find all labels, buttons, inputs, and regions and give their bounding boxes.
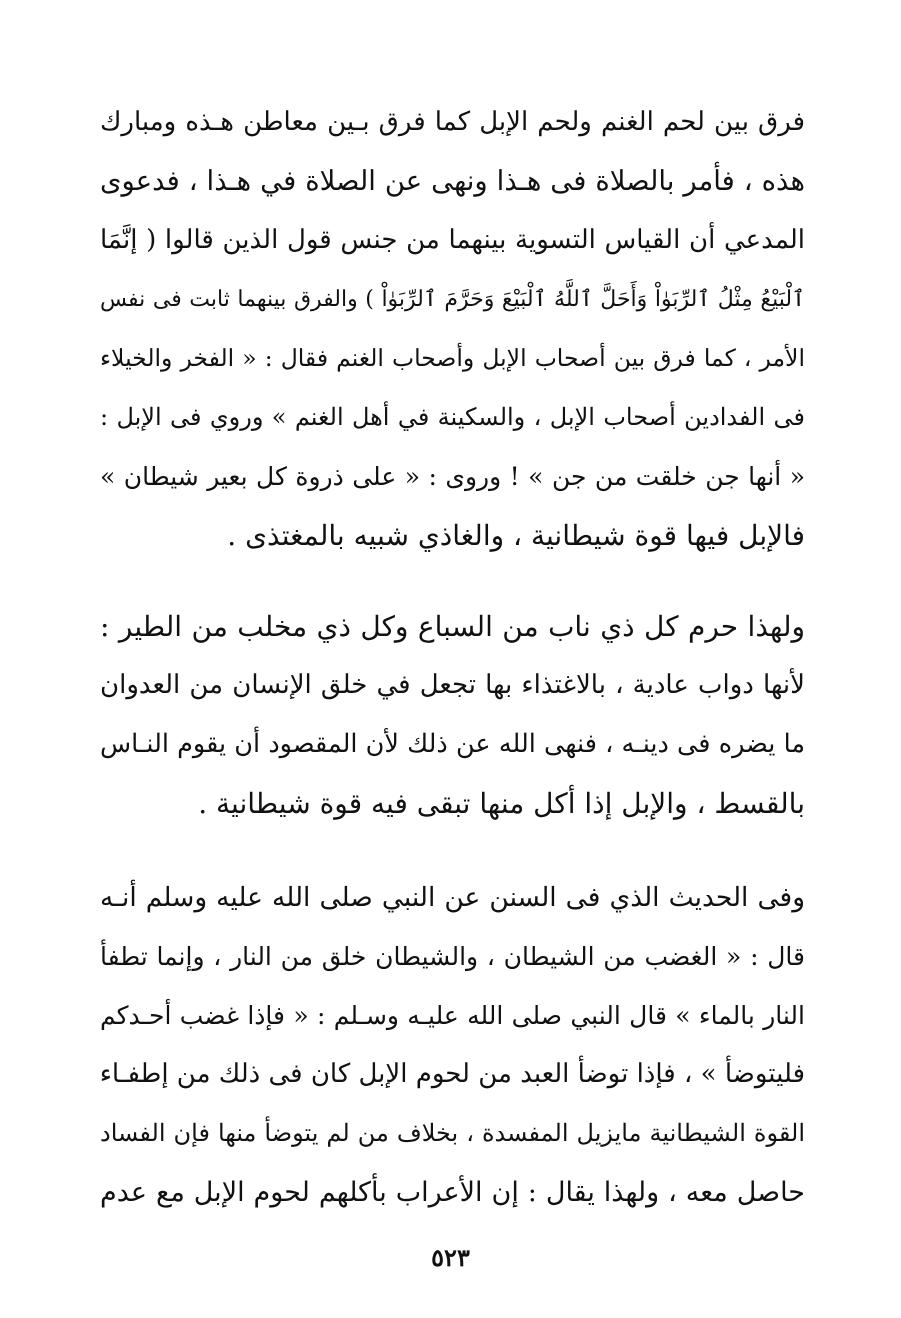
text-line: فالإبل فيها قوة شيطانية ، والغاذي شبيه بالمغتذى . — [227, 519, 805, 552]
paragraph-2 — [100, 597, 805, 833]
text-line: قال : « الغضب من الشيطان ، والشيطان خلق من النار ، وإنما تطفأ — [100, 942, 805, 971]
text-line: فليتوضأ » ، فإذا توضأ العبد من لحوم الإبل كان فى ذلك من إطفـاء — [100, 1059, 805, 1089]
text-line: هذه ، فأمر بالصلاة فى هـذا ونهى عن الصلاة في هـذا ، فدعوى — [100, 165, 805, 197]
text-line: المدعي أن القياس التسوية بينهما من جنس قول الذين قالوا ( إنَّمَا — [100, 225, 805, 255]
text-line: ما يضره فى دينـه ، فنهى الله عن ذلك لأن المقصود أن يقوم النـاس — [100, 729, 805, 759]
paragraph-3 — [100, 868, 805, 1222]
paragraph-1 — [100, 93, 805, 565]
text-line: النار بالماء » قال النبي صلى الله عليـه وسـلم : « فإذا غضب أحـدكم — [100, 1001, 805, 1030]
text-line: القوة الشيطانية مايزيل المفسدة ، بخلاف من لم يتوضأ منها فإن الفساد — [100, 1119, 805, 1147]
text-line: ولهذا حرم كل ذي ناب من السباع وكل ذي مخلب من الطير : — [100, 610, 805, 643]
page-number: ٥٢٣ — [431, 1243, 470, 1272]
text-line: لأنها دواب عادية ، بالاغتذاء بها تجعل في خلق الإنسان من العدوان — [100, 670, 805, 700]
text-line: فى الفدادين أصحاب الإبل ، والسكينة في أهل الغنم » وروي فى الإبل : — [100, 403, 805, 431]
text-line: الأمر ، كما فرق بين أصحاب الإبل وأصحاب الغنم فقال : « الفخر والخيلاء — [100, 344, 805, 372]
text-line: حاصل معه ، ولهذا يقال : إن الأعراب بأكلهم لحوم الإبل مع عدم — [100, 1177, 805, 1208]
text-line: بالقسط ، والإبل إذا أكل منها تبقى فيه قوة شيطانية . — [198, 787, 805, 820]
text-line: « أنها جن خلقت من جن » ! وروى : « على ذروة كل بعير شيطان » — [100, 462, 805, 491]
text-line: وفى الحديث الذي فى السنن عن النبي صلى الله عليه وسلم أنـه — [100, 882, 805, 913]
text-line: فرق بين لحم الغنم ولحم الإبل كما فرق بـين معاطن هـذه ومبارك — [100, 107, 805, 137]
quran-verse-line: ٱلْبَيْعُ مِثْلُ ٱلرِّبَوٰاْ وَأَحَلَّ ٱللَّهُ ٱلْبَيْعَ وَحَرَّمَ ٱلرِّبَوٰاْ ) والفرق بينهما ثابت فى نفس — [100, 287, 805, 312]
